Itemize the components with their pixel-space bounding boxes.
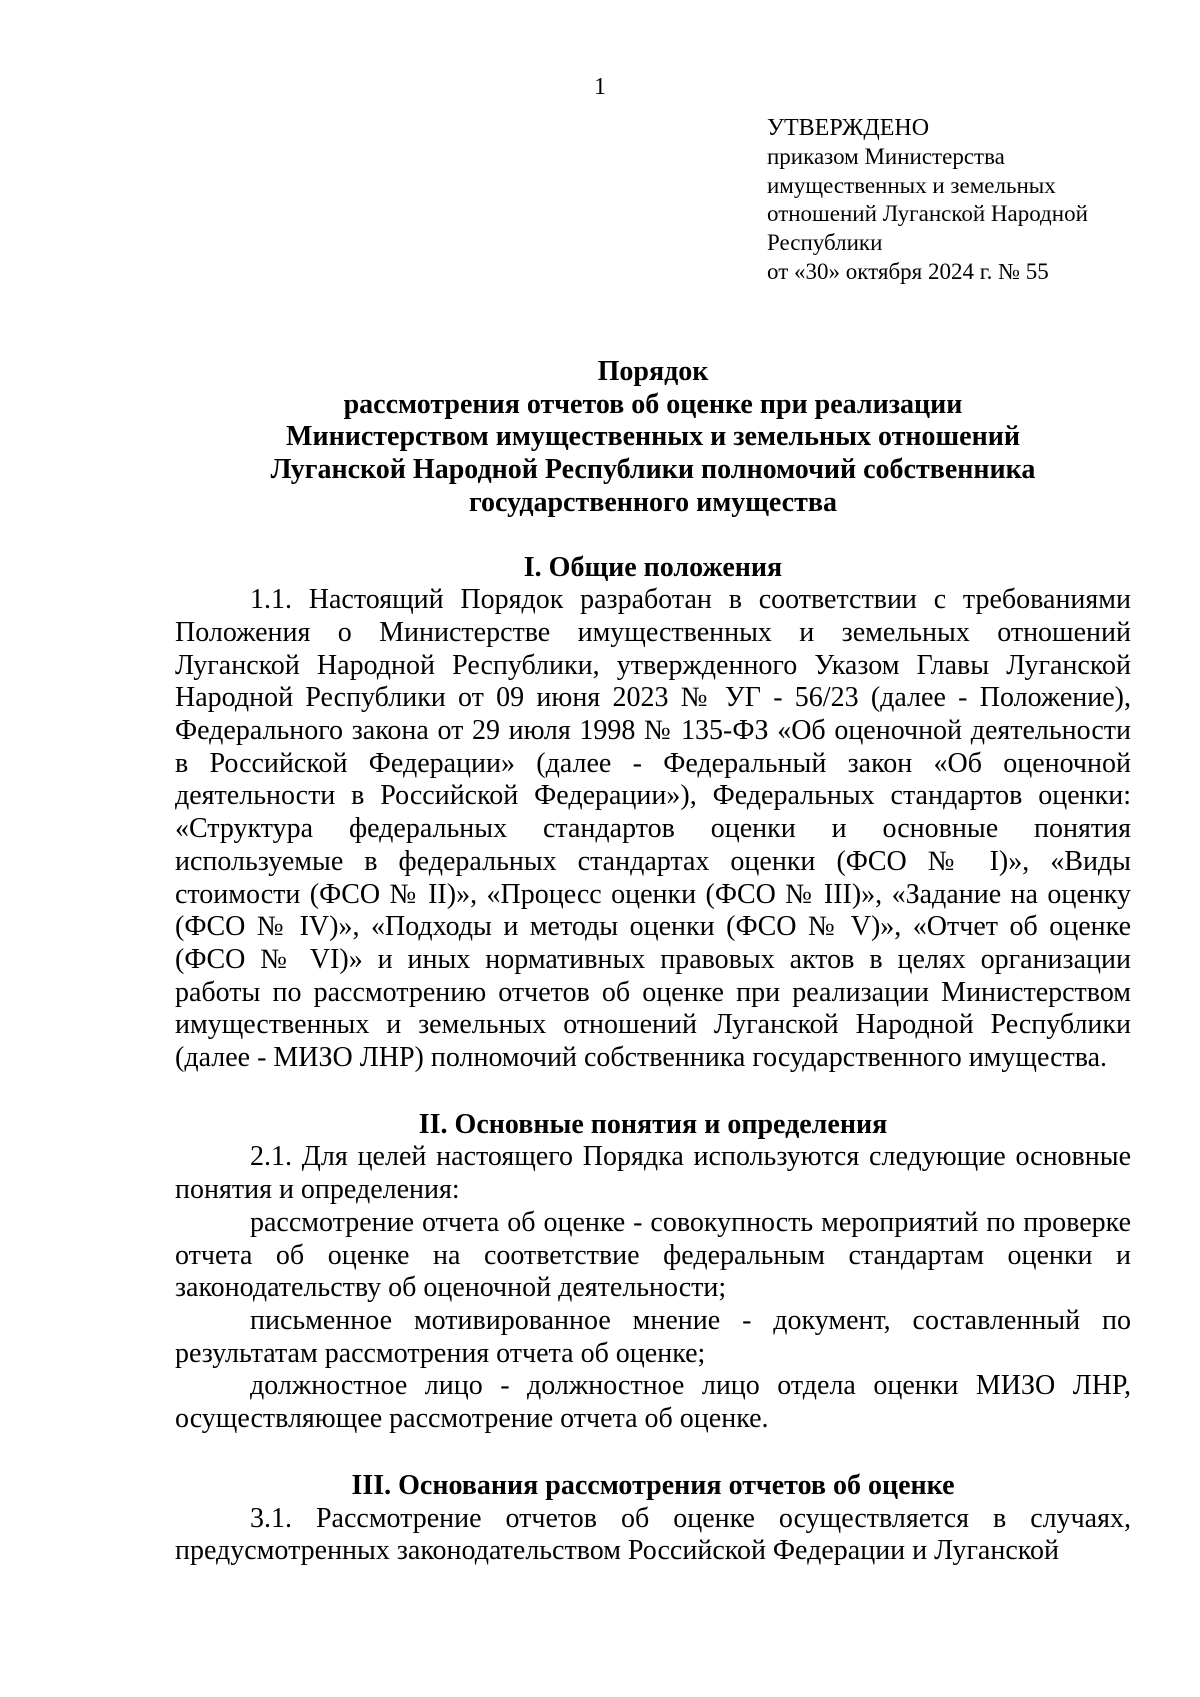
approval-line: Республики xyxy=(767,230,883,256)
approval-stamp-block xyxy=(767,114,1147,287)
paragraph: 2.1. Для целей настоящего Порядка используются следующие основные понятия и определения: xyxy=(175,1141,1131,1206)
paragraph: должностное лицо - должностное лицо отдела оценки МИЗО ЛНР, осуществляющее рассмотрение отчета об оценке. xyxy=(175,1370,1131,1435)
approval-line: отношений Луганской Народной xyxy=(767,201,1088,227)
paragraph: рассмотрение отчета об оценке - совокупность мероприятий по проверке отчета об оценке на соответствие федеральным стандартам оценки и законодательству об оценочной деятельности; xyxy=(175,1206,1131,1304)
section-heading: II. Основные понятия и определения xyxy=(418,1108,888,1140)
approval-date-line: от «30» октября 2024 г. № 55 xyxy=(767,258,1049,284)
paragraph: 3.1. Рассмотрение отчетов об оценке осуществляется в случаях, предусмотренных законодательством Российской Федерации и Луганской xyxy=(175,1502,1131,1567)
approval-heading: УТВЕРЖДЕНО xyxy=(767,115,930,141)
document-title xyxy=(175,356,1131,520)
title-line: государственного имущества xyxy=(469,486,837,518)
title-line: рассмотрения отчетов об оценке при реализации xyxy=(343,388,963,420)
title-line: Луганской Народной Республики полномочий собственника xyxy=(270,454,1036,486)
approval-line: имущественных и земельных xyxy=(767,172,1056,198)
title-line: Порядок xyxy=(597,356,709,387)
section-heading: III. Основания рассмотрения отчетов об оценке xyxy=(351,1469,955,1501)
page-number: 1 xyxy=(594,74,606,100)
paragraph: 1.1. Настоящий Порядок разработан в соответствии с требованиями Положения о Министерстве имущественных и земельных отношений Луганской Народной Республики, утвержденного Указом Главы Луганской Народной Республики от 09 июня 2023 № УГ - 56/23 (далее - Положение), Федерального закона от 29 июля 1998 № 135-ФЗ «Об оценочной деятельности в Российской Федерации» (далее - Федеральный закон «Об оценочной деятельности в Российской Федерации»), Федеральных стандартов оценки: «Структура федеральных стандартов оценки и основные понятия используемые в федеральных стандартах оценки (ФСО № I)», «Виды стоимости (ФСО № II)», «Процесс оценки (ФСО № III)», «Задание на оценку (ФСО № IV)», «Подходы и методы оценки (ФСО № V)», «Отчет об оценке (ФСО № VI)» и иных нормативных правовых актов в целях организации работы по рассмотрению отчетов об оценке при реализации Министерством имущественных и земельных отношений Луганской Народной Республики (далее - МИЗО ЛНР) полномочий собственника государственного имущества. xyxy=(175,584,1131,1074)
document-body xyxy=(175,356,1131,1568)
paragraph: письменное мотивированное мнение - документ, составленный по результатам рассмотрения отчета об оценке; xyxy=(175,1304,1131,1369)
section-heading: I. Общие положения xyxy=(523,551,783,583)
approval-line: приказом Министерства xyxy=(767,143,1005,169)
title-line: Министерством имущественных и земельных отношений xyxy=(286,421,1020,453)
